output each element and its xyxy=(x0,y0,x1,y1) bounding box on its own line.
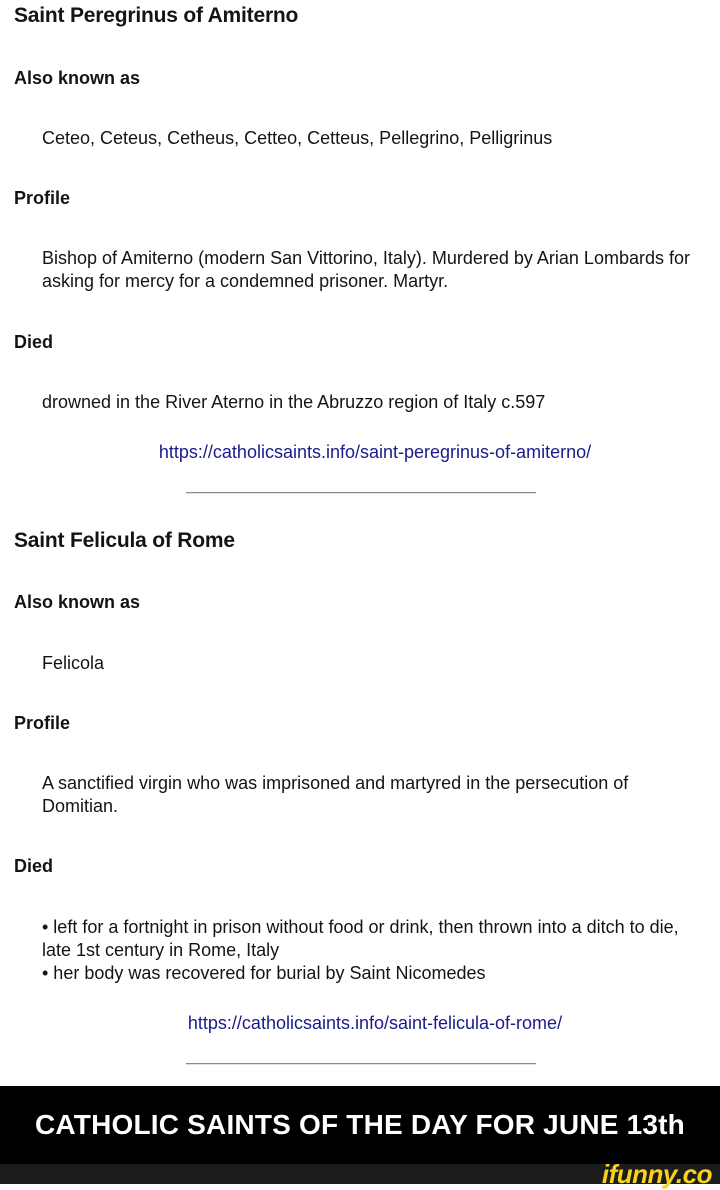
caption-banner xyxy=(0,1086,720,1164)
died-list-item: • left for a fortnight in prison without food or drink, then thrown into a ditch to die, late 1st century in Rome, Italy xyxy=(42,917,679,960)
profile-heading: Profile xyxy=(14,713,71,733)
source-link[interactable]: https://catholicsaints.info/saint-peregrinus-of-amiterno/ xyxy=(158,442,592,462)
died-heading: Died xyxy=(14,332,54,352)
footer-bar xyxy=(0,1159,720,1189)
profile-text: Bishop of Amiterno (modern San Vittorino, Italy). Murdered by Arian Lombards for asking for mercy for a condemned prisoner. Martyr. xyxy=(42,248,690,291)
ifunny-watermark-logo: ifunny.co xyxy=(601,1159,712,1189)
profile-text: A sanctified virgin who was imprisoned and martyred in the persecution of Domitian. xyxy=(42,773,629,816)
caption-text: CATHOLIC SAINTS OF THE DAY FOR JUNE 13th xyxy=(35,1109,685,1140)
aka-text: Ceteo, Ceteus, Cetheus, Cetteo, Cetteus, Pellegrino, Pelligrinus xyxy=(42,128,553,148)
divider xyxy=(186,1063,536,1065)
source-link[interactable]: https://catholicsaints.info/saint-felicula-of-rome/ xyxy=(187,1013,563,1033)
aka-text: Felicola xyxy=(42,653,105,673)
died-heading: Died xyxy=(14,856,54,876)
died-text: drowned in the River Aterno in the Abruzzo region of Italy c.597 xyxy=(42,392,546,412)
divider xyxy=(186,492,536,494)
aka-heading: Also known as xyxy=(14,592,141,612)
profile-heading: Profile xyxy=(14,188,71,208)
died-list-item: • her body was recovered for burial by Saint Nicomedes xyxy=(42,963,486,983)
saint-title: Saint Peregrinus of Amiterno xyxy=(14,4,299,27)
aka-heading: Also known as xyxy=(14,68,141,88)
died-list xyxy=(42,916,702,985)
saint-title: Saint Felicula of Rome xyxy=(14,529,235,552)
